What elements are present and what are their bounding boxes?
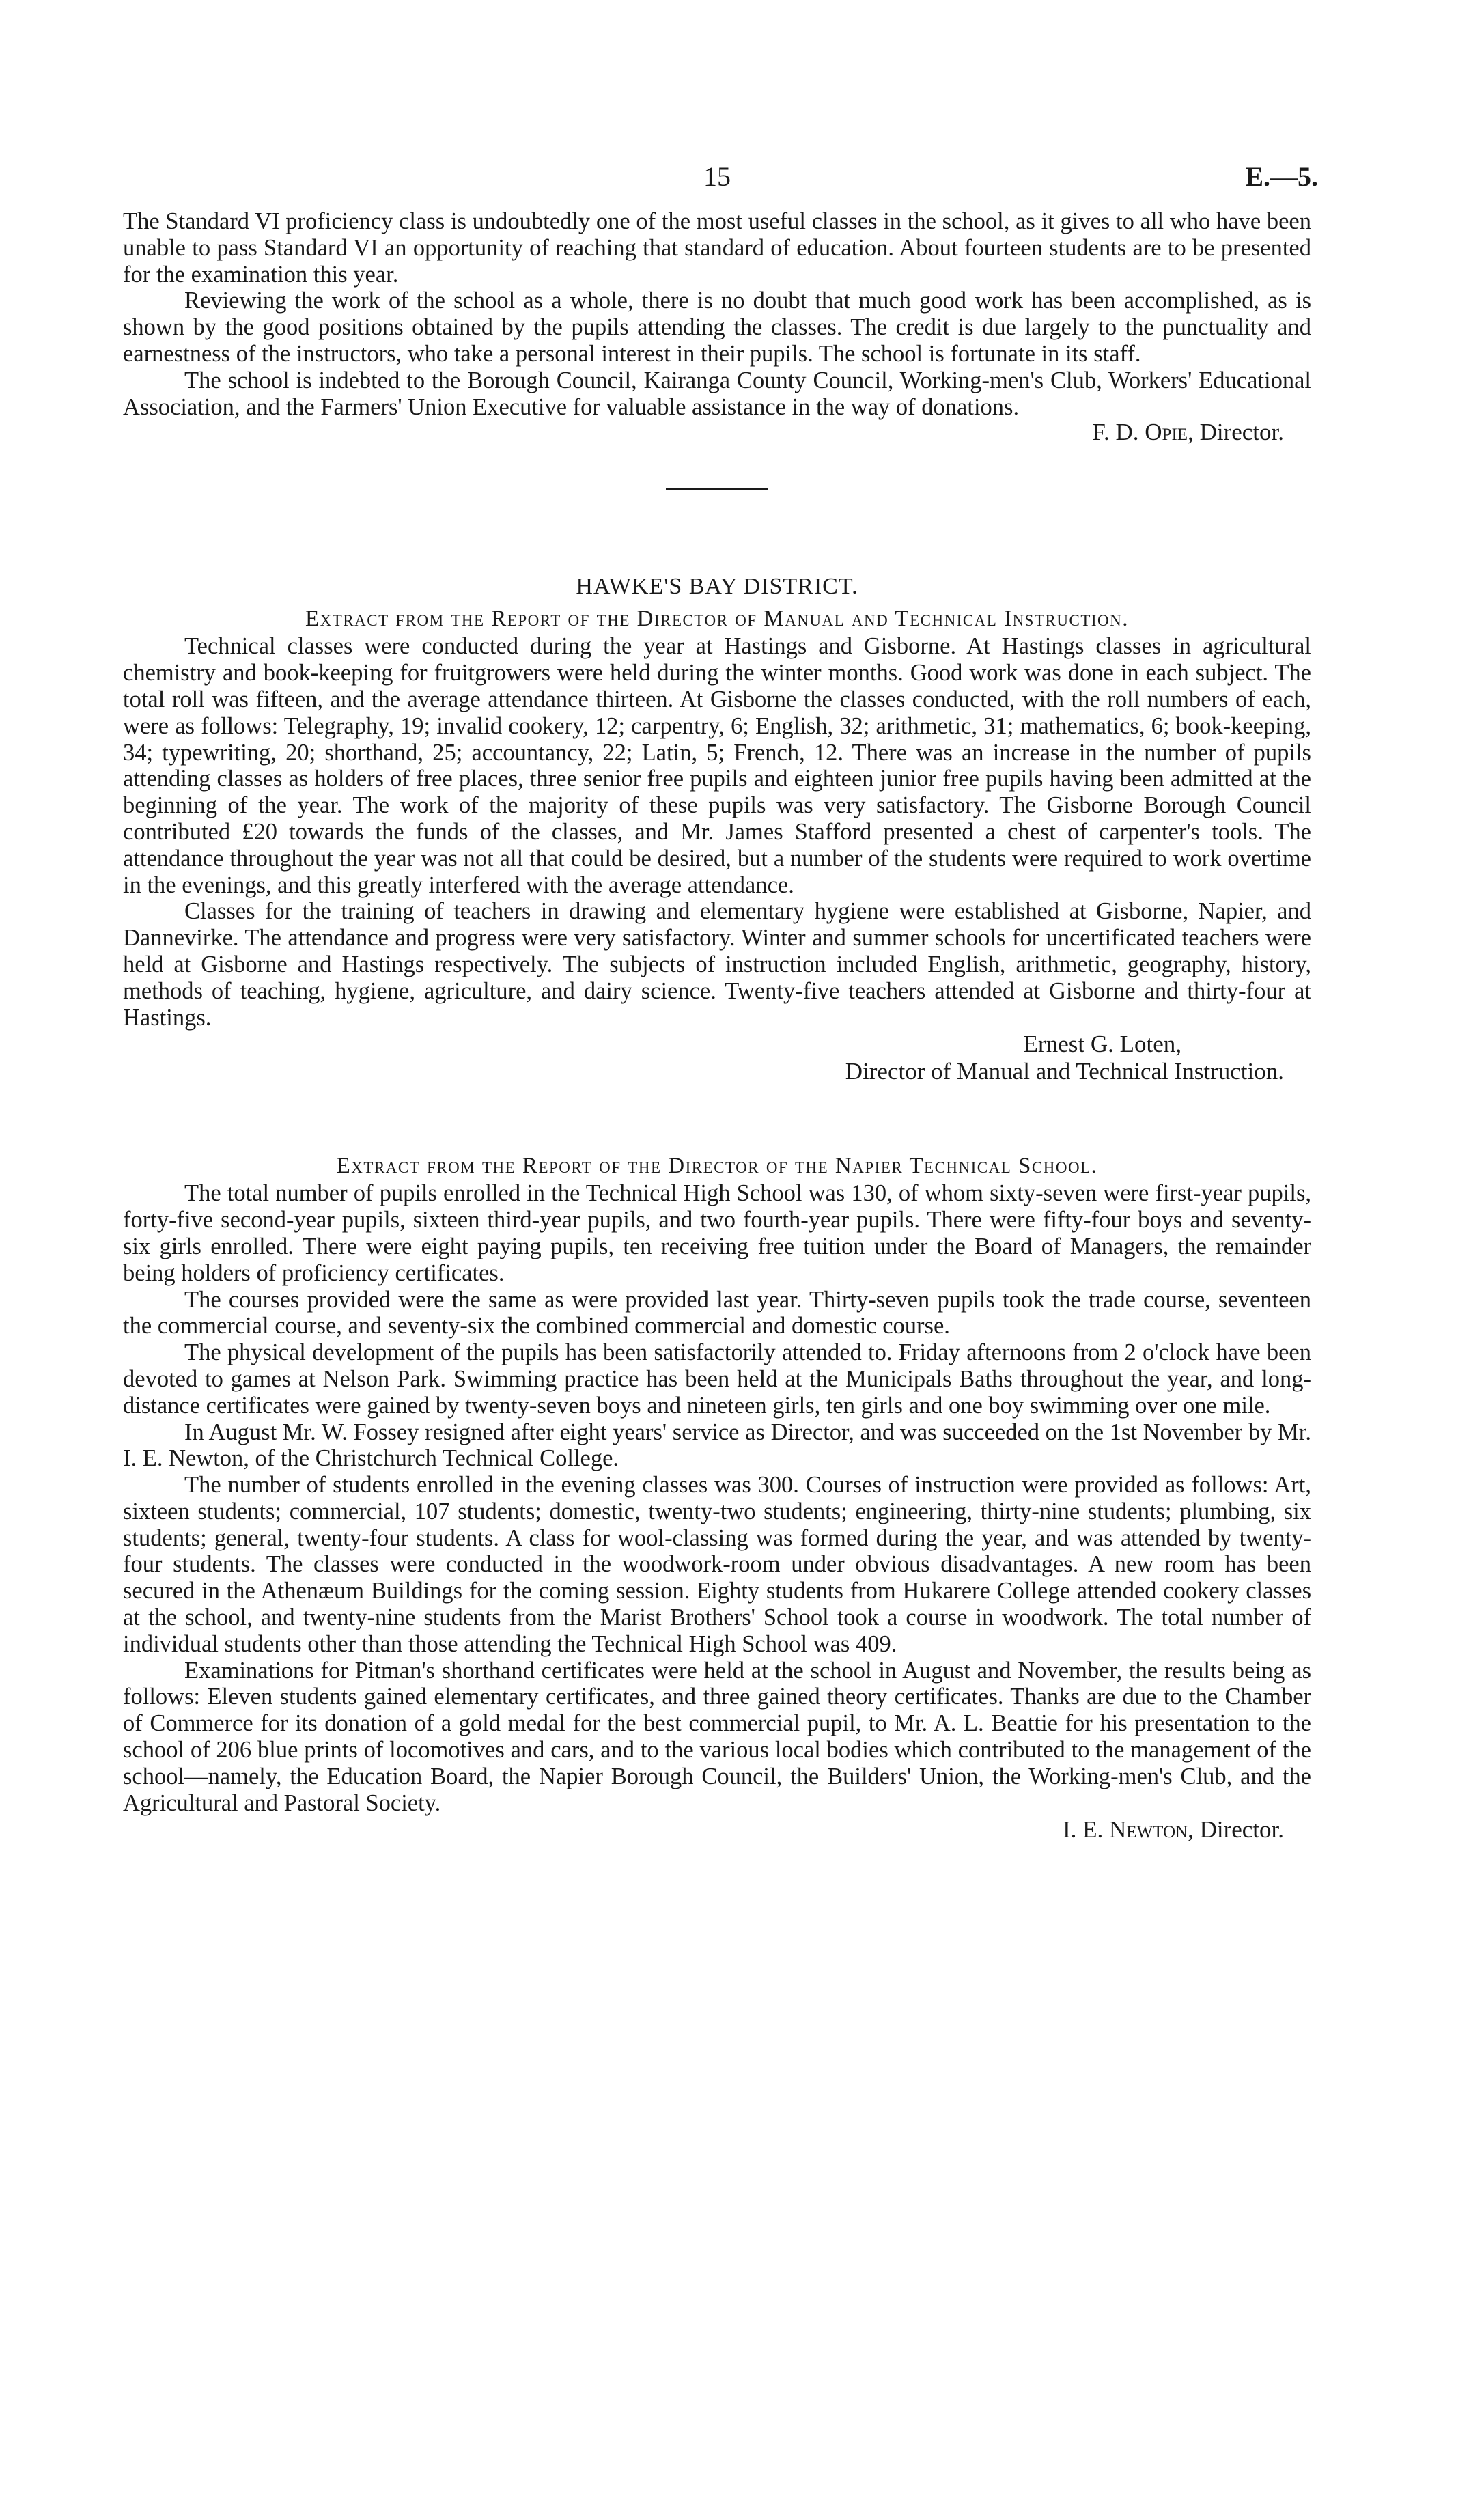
paragraph: The physical development of the pupils has been satisfactorily attended to. Friday afternoons from 2 o'clock have been devoted to games at Nelson Park. Swimming practice has been held at the Municipals Baths throughout the year, and long-distance certificates were gained by twenty-seven boys and nineteen girls, ten girls and one boy swimming over one mile. [123, 1339, 1311, 1419]
paragraph: Reviewing the work of the school as a whole, there is no doubt that much good work has been accomplished, as is shown by the good positions obtained by the pupils attending the classes. The credit is due largely to the punctuality and earnestness of the instructors, who take a personal interest in their pupils. The school is fortunate in its staff. [123, 288, 1311, 367]
paragraph: In August Mr. W. Fossey resigned after eight years' service as Director, and was succeeded on the 1st November by Mr. I. E. Newton, of the Christchurch Technical College. [123, 1419, 1311, 1472]
signature [123, 1816, 1311, 1843]
opening-section [123, 208, 1311, 446]
section-title: HAWKE'S BAY DISTRICT. [576, 574, 858, 600]
page-number: 15 [703, 161, 731, 192]
extract-heading: Extract from the Report of the Director of the Napier Technical School. [336, 1154, 1098, 1179]
signature-title: , Director. [1188, 1816, 1284, 1843]
paragraph: The school is indebted to the Borough Council, Kairanga County Council, Working-men's Club, Workers' Educational Association, and the Farmers' Union Executive for valuable assistance in the way of donations. [123, 367, 1311, 420]
signature-name: F. D. Opie [1092, 419, 1188, 446]
extract-heading: Extract from the Report of the Director of Manual and Technical Instruction. [305, 607, 1129, 632]
paragraph: The courses provided were the same as were provided last year. Thirty-seven pupils took the trade course, seventeen the commercial course, and seventy-six the combined commercial and domestic course. [123, 1286, 1311, 1339]
paragraph: The Standard VI proficiency class is undoubtedly one of the most useful classes in the school, as it gives to all who have been unable to pass Standard VI an opportunity of reaching that standard of education. About fourteen students are to be presented for the examination this year. [123, 208, 1311, 288]
document-page [123, 161, 1318, 1843]
signature-title: Director of Manual and Technical Instruction. [845, 1058, 1284, 1085]
page-header [123, 161, 1318, 208]
paragraph: The number of students enrolled in the evening classes was 300. Courses of instruction were provided as follows: Art, sixteen students; commercial, 107 students; domestic, twenty-two students; engineering, thirty-nine students; plumbing, six students; general, twenty-four students. A class for wool-classing was formed during the year, and was attended by twenty-four students. The classes were conducted in the woodwork-room under obvious disadvantages. A new room has been secured in the Athenæum Buildings for the coming session. Eighty students from Hukarere College attended cookery classes at the school, and twenty-nine students from the Marist Brothers' School took a course in woodwork. The total number of individual students other than those attending the Technical High School was 409. [123, 1472, 1311, 1657]
signature-name: I. E. Newton [1062, 1816, 1188, 1843]
signature-name: Ernest G. Loten, [1023, 1031, 1181, 1058]
signature-title: , Director. [1188, 419, 1284, 446]
paragraph: The total number of pupils enrolled in the Technical High School was 130, of whom sixty-seven were first-year pupils, forty-five second-year pupils, sixteen third-year pupils, and two fourth-year pupils. There were fifty-four boys and seventy-six girls enrolled. There were eight paying pupils, ten receiving free tuition under the Board of Managers, the remainder being holders of proficiency certificates. [123, 1180, 1311, 1286]
paragraph: Technical classes were conducted during the year at Hastings and Gisborne. At Hastings classes in agricultural chemistry and book-keeping for fruitgrowers were held during the winter months. Good work was done in each subject. The total roll was fifteen, and the average attendance thirteen. At Gisborne the classes conducted, with the roll numbers of each, were as follows: Telegraphy, 19; invalid cookery, 12; carpentry, 6; English, 32; arithmetic, 31; mathematics, 6; book-keeping, 34; typewriting, 20; shorthand, 25; accountancy, 22; Latin, 5; French, 12. There was an increase in the number of pupils attending classes as holders of free places, three senior free pupils and eighteen junior free pupils having been admitted at the beginning of the year. The work of the majority of these pupils was very satisfactory. The Gisborne Borough Council contributed £20 towards the funds of the classes, and Mr. James Stafford presented a chest of carpenter's tools. The attendance throughout the year was not all that could be desired, but a number of the students were required to work overtime in the evenings, and this greatly interfered with the average attendance. [123, 633, 1311, 898]
napier-section [123, 1154, 1311, 1843]
paragraph: Classes for the training of teachers in drawing and elementary hygiene were established at Gisborne, Napier, and Dannevirke. The attendance and progress were very satisfactory. Winter and summer schools for uncertificated teachers were held at Gisborne and Hastings respectively. The subjects of instruction included English, arithmetic, geography, history, methods of teaching, hygiene, agriculture, and dairy science. Twenty-five teachers attended at Gisborne and thirty-four at Hastings. [123, 898, 1311, 1031]
signature [123, 1031, 1311, 1085]
paragraph: Examinations for Pitman's shorthand certificates were held at the school in August and November, the results being as follows: Eleven students gained elementary certificates, and three gained theory certificates. Thanks are due to the Chamber of Commerce for its donation of a gold medal for the best commercial pupil, to Mr. A. L. Beattie for his presentation to the school of 206 blue prints of locomotives and cars, and to the various local bodies which contributed to the management of the school—namely, the Education Board, the Napier Borough Council, the Builders' Union, the Working-men's Club, and the Agricultural and Pastoral Society. [123, 1657, 1311, 1816]
hawkes-bay-section [123, 574, 1311, 1085]
section-divider [666, 488, 768, 490]
signature [123, 419, 1311, 446]
document-reference: E.—5. [1245, 161, 1318, 192]
